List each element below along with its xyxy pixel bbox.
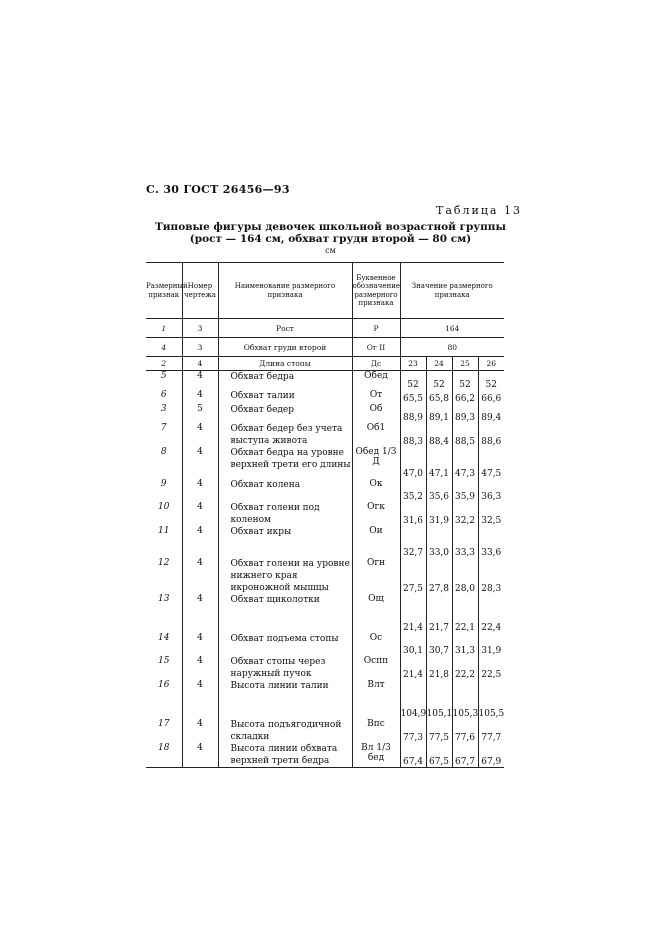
feature-value: 31,3 bbox=[452, 633, 478, 656]
feature-value: 47,1 bbox=[426, 447, 452, 479]
feature-number: 7 bbox=[160, 422, 167, 433]
measurement-row bbox=[146, 633, 504, 656]
feature-symbol: Ог II bbox=[352, 338, 400, 357]
feature-value: 66,6 bbox=[478, 390, 504, 404]
summary-row bbox=[146, 338, 504, 357]
measurement-row bbox=[146, 390, 504, 404]
feature-value: 65,8 bbox=[426, 390, 452, 404]
feature-name: Высота линии обхвата верхней трети бедра bbox=[218, 743, 352, 768]
feature-value: 164 bbox=[400, 319, 504, 338]
feature-symbol: Ои bbox=[352, 526, 400, 558]
feature-value: 30,1 bbox=[400, 633, 426, 656]
drawing-number: 5 bbox=[182, 404, 218, 423]
feature-value: 77,5 bbox=[426, 719, 452, 743]
table-header-row bbox=[146, 263, 504, 319]
feature-value: 67,4 bbox=[400, 743, 426, 768]
col-header-feature-num: Размерный признак bbox=[146, 282, 188, 299]
drawing-number: 4 bbox=[182, 502, 218, 526]
feature-symbol: Ос bbox=[352, 633, 400, 656]
feature-value: 22,5 bbox=[478, 656, 504, 680]
feature-number: 1 bbox=[161, 323, 167, 333]
feature-value: 32,5 bbox=[478, 502, 504, 526]
feature-value: 80 bbox=[400, 338, 504, 357]
col-header-name: Наименование размерного признака bbox=[218, 263, 352, 319]
feature-value: 52 bbox=[452, 371, 478, 390]
feature-value: 104,9 bbox=[400, 680, 426, 719]
feature-value: 77,6 bbox=[452, 719, 478, 743]
feature-value: 105,3 bbox=[452, 680, 478, 719]
feature-value: 66,2 bbox=[452, 390, 478, 404]
feature-number: 2 bbox=[161, 359, 167, 368]
feature-value: 67,9 bbox=[478, 743, 504, 768]
feature-number: 5 bbox=[160, 371, 167, 381]
feature-symbol: Обед 1/3 Д bbox=[352, 447, 400, 479]
feature-name: Обхват бедра на уровне верхней трети его длины bbox=[218, 447, 352, 479]
feature-symbol: Об1 bbox=[352, 423, 400, 447]
feature-number: 6 bbox=[160, 389, 167, 400]
drawing-number: 4 bbox=[182, 633, 218, 656]
measurement-row bbox=[146, 479, 504, 502]
drawing-number: 3 bbox=[182, 319, 218, 338]
feature-value: 31,9 bbox=[478, 633, 504, 656]
measurement-row bbox=[146, 404, 504, 423]
feature-value: 35,6 bbox=[426, 479, 452, 502]
drawing-number: 4 bbox=[182, 558, 218, 594]
summary-row bbox=[146, 319, 504, 338]
feature-value: 31,6 bbox=[400, 502, 426, 526]
page-header: С. 30 ГОСТ 26456—93 bbox=[146, 183, 290, 196]
feature-value: 21,4 bbox=[400, 656, 426, 680]
feature-value: 33,6 bbox=[478, 526, 504, 558]
feature-value: 89,1 bbox=[426, 404, 452, 423]
foot-length-value: 25 bbox=[452, 357, 478, 371]
measurement-row bbox=[146, 502, 504, 526]
foot-length-row bbox=[146, 357, 504, 371]
feature-value: 67,5 bbox=[426, 743, 452, 768]
feature-value: 89,3 bbox=[452, 404, 478, 423]
feature-number: 16 bbox=[158, 679, 170, 690]
feature-value: 52 bbox=[478, 371, 504, 390]
feature-value: 88,6 bbox=[478, 423, 504, 447]
feature-value: 32,2 bbox=[452, 502, 478, 526]
feature-name: Высота подъягодичной складки bbox=[218, 719, 352, 743]
feature-name: Обхват бедер без учета выступа живота bbox=[218, 423, 352, 447]
table-title-line2: (рост — 164 см, обхват груди второй — 80 см) bbox=[189, 233, 472, 245]
feature-value: 22,2 bbox=[452, 656, 478, 680]
feature-value: 77,3 bbox=[400, 719, 426, 743]
col-header-value: Значение размерного признака bbox=[400, 263, 504, 319]
feature-value: 21,8 bbox=[426, 656, 452, 680]
feature-value: 88,5 bbox=[452, 423, 478, 447]
feature-value: 27,5 bbox=[400, 558, 426, 594]
feature-symbol: Обед bbox=[352, 371, 400, 390]
feature-value: 33,3 bbox=[452, 526, 478, 558]
feature-symbol: Огк bbox=[352, 502, 400, 526]
drawing-number: 4 bbox=[182, 479, 218, 502]
feature-name: Обхват голени на уровне нижнего края икроножной мышцы bbox=[218, 558, 352, 594]
feature-number: 18 bbox=[158, 742, 170, 753]
drawing-number: 4 bbox=[182, 743, 218, 768]
feature-value: 88,4 bbox=[426, 423, 452, 447]
feature-name: Обхват голени под коленом bbox=[218, 502, 352, 526]
feature-number: 15 bbox=[158, 655, 170, 666]
measurement-row bbox=[146, 656, 504, 680]
drawing-number: 4 bbox=[182, 656, 218, 680]
feature-value: 89,4 bbox=[478, 404, 504, 423]
drawing-number: 4 bbox=[182, 594, 218, 633]
feature-symbol: Вл 1/3 бед bbox=[352, 743, 400, 768]
feature-value: 47,0 bbox=[400, 447, 426, 479]
feature-value: 88,9 bbox=[400, 404, 426, 423]
feature-value: 67,7 bbox=[452, 743, 478, 768]
feature-number: 12 bbox=[158, 557, 170, 568]
feature-symbol: Ощ bbox=[352, 594, 400, 633]
feature-number: 17 bbox=[158, 718, 170, 729]
drawing-number: 4 bbox=[182, 371, 218, 390]
feature-value: 105,1 bbox=[426, 680, 452, 719]
drawing-number: 4 bbox=[182, 680, 218, 719]
feature-symbol: Р bbox=[352, 319, 400, 338]
feature-name: Обхват груди второй bbox=[218, 338, 352, 357]
measurement-row bbox=[146, 447, 504, 479]
table-title-line1: Типовые фигуры девочек школьной возрастной группы bbox=[154, 221, 507, 233]
feature-number: 10 bbox=[158, 501, 170, 512]
drawing-number: 4 bbox=[182, 423, 218, 447]
feature-symbol: От bbox=[352, 390, 400, 404]
measurement-row bbox=[146, 743, 504, 768]
feature-name: Обхват колена bbox=[218, 479, 352, 502]
feature-number: 3 bbox=[160, 403, 167, 414]
feature-name: Обхват бедра bbox=[218, 371, 352, 390]
feature-value: 21,4 bbox=[400, 594, 426, 633]
drawing-number: 4 bbox=[182, 357, 218, 371]
feature-value: 52 bbox=[400, 371, 426, 390]
unit-label: см bbox=[325, 246, 336, 255]
feature-name: Обхват стопы через наружный пучок bbox=[218, 656, 352, 680]
drawing-number: 4 bbox=[182, 447, 218, 479]
col-header-symbol: Буквенное обозначение размерного признака bbox=[352, 263, 400, 319]
feature-name: Рост bbox=[218, 319, 352, 338]
feature-symbol: Впс bbox=[352, 719, 400, 743]
feature-symbol: Огн bbox=[352, 558, 400, 594]
feature-value: 22,4 bbox=[478, 594, 504, 633]
feature-value: 22,1 bbox=[452, 594, 478, 633]
feature-value: 105,5 bbox=[478, 680, 504, 719]
feature-value: 52 bbox=[426, 371, 452, 390]
feature-value: 47,3 bbox=[452, 447, 478, 479]
foot-length-value: 23 bbox=[400, 357, 426, 371]
feature-value: 27,8 bbox=[426, 558, 452, 594]
measurement-row bbox=[146, 719, 504, 743]
feature-name: Обхват подъема стопы bbox=[218, 633, 352, 656]
col-header-drawing-num: Номер чертежа bbox=[182, 263, 218, 319]
feature-name: Высота линии талии bbox=[218, 680, 352, 719]
feature-number: 14 bbox=[158, 632, 170, 643]
feature-name: Обхват икры bbox=[218, 526, 352, 558]
measurement-row bbox=[146, 594, 504, 633]
feature-value: 28,3 bbox=[478, 558, 504, 594]
feature-number: 11 bbox=[158, 525, 170, 536]
feature-name: Обхват бедер bbox=[218, 404, 352, 423]
measurement-row bbox=[146, 558, 504, 594]
foot-length-value: 24 bbox=[426, 357, 452, 371]
feature-number: 9 bbox=[160, 478, 167, 489]
feature-number: 8 bbox=[160, 446, 167, 457]
feature-value: 35,2 bbox=[400, 479, 426, 502]
drawing-number: 3 bbox=[182, 338, 218, 357]
feature-name: Длина стопы bbox=[218, 357, 352, 371]
feature-value: 47,5 bbox=[478, 447, 504, 479]
drawing-number: 4 bbox=[182, 526, 218, 558]
feature-value: 65,5 bbox=[400, 390, 426, 404]
feature-value: 36,3 bbox=[478, 479, 504, 502]
feature-value: 35,9 bbox=[452, 479, 478, 502]
measurement-row bbox=[146, 526, 504, 558]
feature-number: 4 bbox=[161, 342, 167, 352]
feature-symbol: Об bbox=[352, 404, 400, 423]
table-label: Таблица 13 bbox=[436, 204, 522, 217]
feature-value: 33,0 bbox=[426, 526, 452, 558]
feature-value: 77,7 bbox=[478, 719, 504, 743]
feature-value: 21,7 bbox=[426, 594, 452, 633]
feature-value: 28,0 bbox=[452, 558, 478, 594]
feature-number: 13 bbox=[158, 593, 170, 604]
feature-value: 31,9 bbox=[426, 502, 452, 526]
feature-symbol: Оспп bbox=[352, 656, 400, 680]
feature-name: Обхват талии bbox=[218, 390, 352, 404]
feature-name: Обхват щиколотки bbox=[218, 594, 352, 633]
drawing-number: 4 bbox=[182, 719, 218, 743]
measurement-row bbox=[146, 423, 504, 447]
feature-symbol: Дс bbox=[352, 357, 400, 371]
feature-symbol: Влт bbox=[352, 680, 400, 719]
feature-symbol: Ок bbox=[352, 479, 400, 502]
measurements-table bbox=[146, 262, 504, 768]
measurement-row bbox=[146, 680, 504, 719]
feature-value: 32,7 bbox=[400, 526, 426, 558]
drawing-number: 4 bbox=[182, 390, 218, 404]
measurement-row bbox=[146, 371, 504, 390]
foot-length-value: 26 bbox=[478, 357, 504, 371]
feature-value: 88,3 bbox=[400, 423, 426, 447]
feature-value: 30,7 bbox=[426, 633, 452, 656]
